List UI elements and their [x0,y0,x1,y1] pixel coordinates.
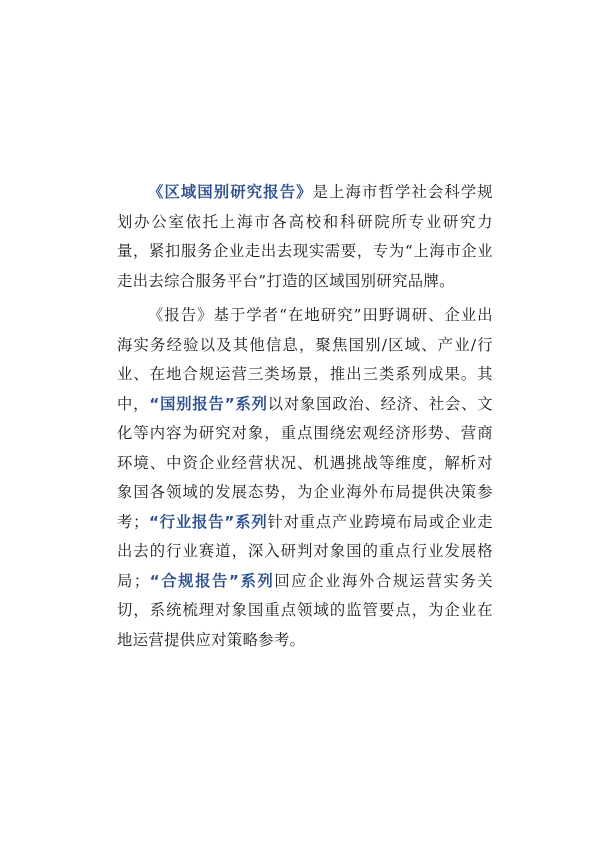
industry-report-series-desc: 针对重点产业跨境布局或企业走出去的行业赛道，深入研判对象国的重点行业发展格局； [117,512,493,590]
intro-paragraph-text: 是上海市哲学社会科学规划办公室依托上海市各高校和科研院所专业研究力量，紧扣服务企业走出去现实需要，专为“上海市企业走出去综合服务平台”打造的区域国别研究品牌。 [117,183,493,290]
country-report-series-name: “国别报告”系列 [149,394,268,413]
intro-paragraph [117,178,493,296]
series-intro-text: 《报告》基于学者“在地研究”田野调研、企业出海实务经验以及其他信息，聚焦国别/区域、产业/行业、在地合规运营三类场景，推出三类系列成果。其中， [117,306,493,413]
country-report-series-desc: 以对象国政治、经济、社会、文化等内容为研究对象，重点围绕宏观经济形势、营商环境、中资企业经营状况、机遇挑战等维度，解析对象国各领域的发展态势，为企业海外布局提供决策参考； [117,394,493,531]
compliance-report-series-name: “合规报告”系列 [149,571,275,590]
report-title-highlight: 《区域国别研究报告》 [148,183,313,201]
industry-report-series-name: “行业报告”系列 [148,512,268,531]
document-body [117,178,493,655]
series-paragraph [117,301,493,655]
compliance-report-series-desc: 回应企业海外合规运营实务关切，系统梳理对象国重点领域的监管要点，为企业在地运营提供应对策略参考。 [117,571,493,649]
